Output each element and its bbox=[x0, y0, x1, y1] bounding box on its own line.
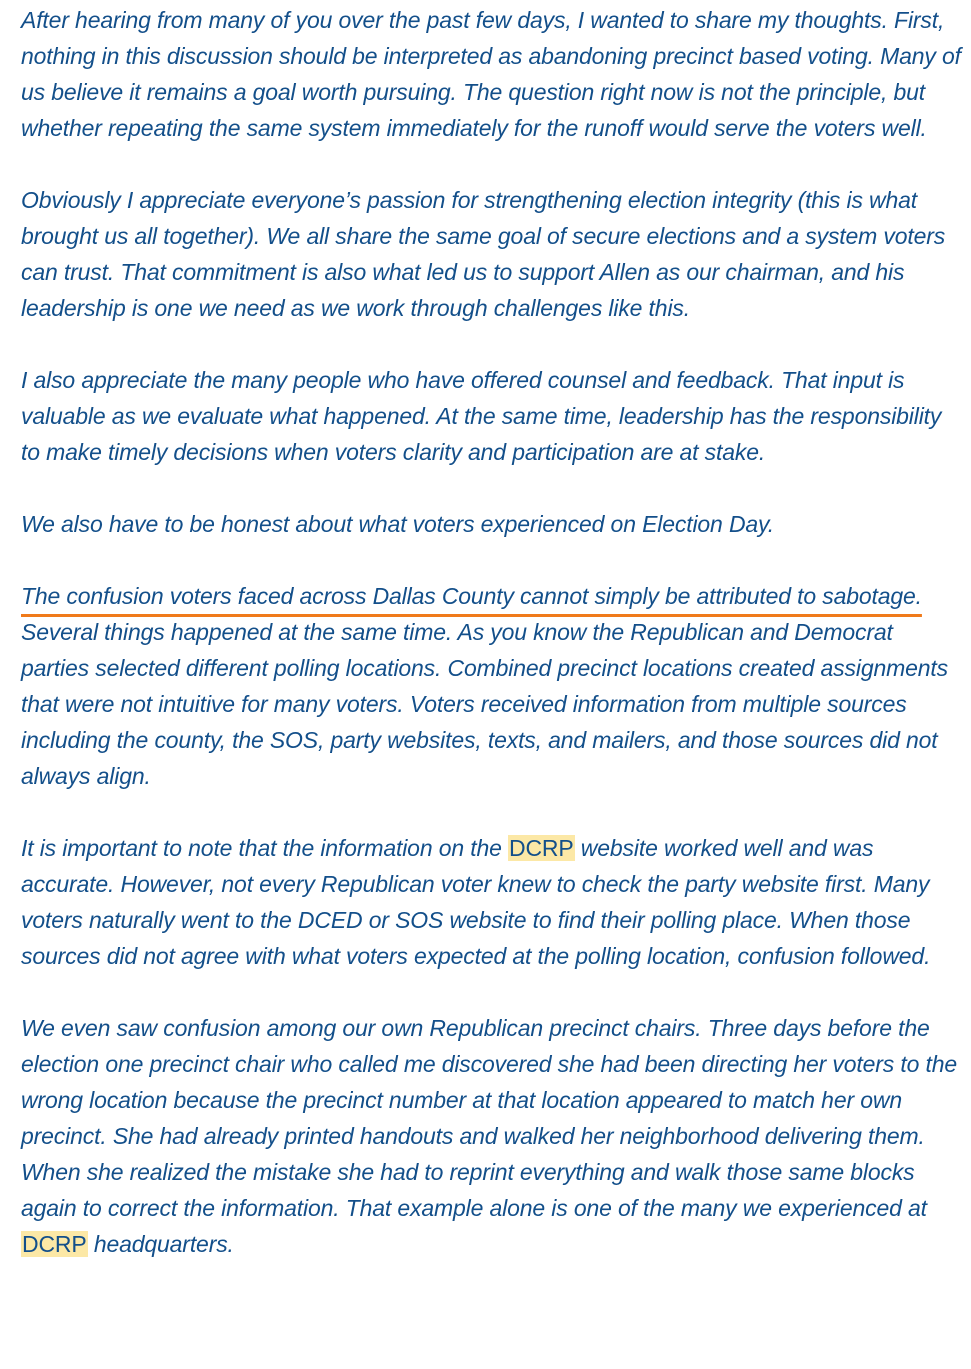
paragraph-counsel: I also appreciate the many people who have offered counsel and feedback. That input is valuable as we evaluate what happened. At the same time, leadership has the responsibility to make timely decisions when voters clarity and participation are at stake. bbox=[21, 367, 942, 465]
highlight-dcrp: DCRP bbox=[508, 835, 574, 861]
paragraph-confusion bbox=[21, 578, 966, 794]
paragraph-election-day: We also have to be honest about what voters experienced on Election Day. bbox=[21, 511, 774, 537]
paragraph-website bbox=[21, 830, 966, 974]
underlined-sentence: The confusion voters faced across Dallas County cannot simply be attributed to sabotage. bbox=[21, 583, 922, 609]
paragraph-chairs-after: headquarters. bbox=[87, 1231, 234, 1257]
paragraph-chairs-before: We even saw confusion among our own Republican precinct chairs. Three days before the election one precinct chair who called me discovered she had been directing her voters to the wrong location because the precinct number at that location appeared to match her own precinct. She had already printed handouts and walked her neighborhood delivering them. When she realized the mistake she had to reprint everything and walk those same blocks again to correct the information. That example alone is one of the many we experienced at bbox=[21, 1015, 957, 1221]
paragraph-website-before: It is important to note that the information on the bbox=[21, 835, 508, 861]
letter-body bbox=[21, 2, 966, 1262]
paragraph-precinct-chairs bbox=[21, 1010, 966, 1262]
paragraph-integrity: Obviously I appreciate everyone’s passion for strengthening election integrity (this is what brought us all together). We all share the same goal of secure elections and a system voters can trust. That commitment is also what led us to support Allen as our chairman, and his leadership is one we need as we work through challenges like this. bbox=[21, 187, 946, 321]
highlight-dcrp: DCRP bbox=[22, 1231, 87, 1257]
paragraph-website-after: website worked well and was accurate. However, not every Republican voter knew to check the party website first. Many voters naturally went to the DCED or SOS website to find their polling place. When those sources did not agree with what voters expected at the polling location, confusion followed. bbox=[21, 835, 931, 969]
paragraph-confusion-rest: Several things happened at the same time. As you know the Republican and Democrat parties selected different polling locations. Combined precinct locations created assignments that were not intuitive for many voters. Voters received information from multiple sources including the county, the SOS, party websites, texts, and mailers, and those sources did not always align. bbox=[21, 619, 949, 789]
paragraph-intro: After hearing from many of you over the past few days, I wanted to share my thoughts. First, nothing in this discussion should be interpreted as abandoning precinct based voting. Many of us believe it remains a goal worth pursuing. The question right now is not the principle, but whether repeating the same system immediately for the runoff would serve the voters well. bbox=[21, 7, 961, 141]
